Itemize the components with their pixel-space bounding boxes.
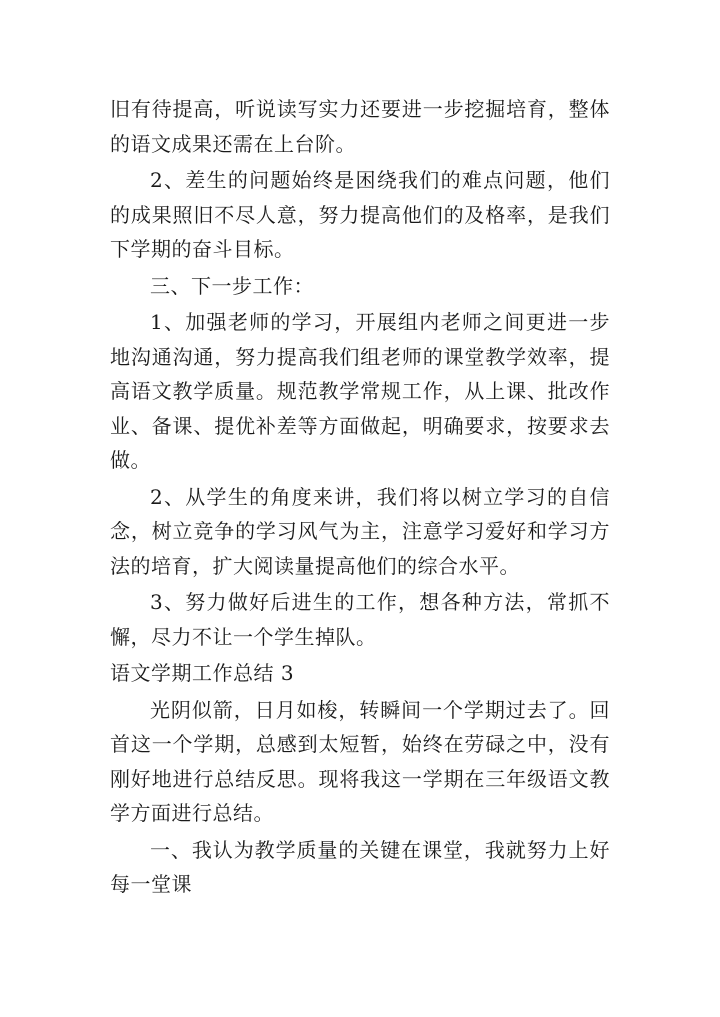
paragraph-weak-students: 2、差生的问题始终是困绕我们的难点问题，他们的成果照旧不尽人意，努力提高他们的及格率，是我们下学期的奋斗目标。 xyxy=(110,168,610,261)
paragraph-classroom-quality: 一、我认为教学质量的关键在课堂，我就努力上好每一堂课 xyxy=(110,837,610,896)
section-heading-next-steps: 三、下一步工作： xyxy=(150,273,314,298)
document-section-title: 语文学期工作总结 3 xyxy=(110,661,295,685)
paragraph-struggling-students: 3、努力做好后进生的工作，想各种方法，常抓不懈，尽力不让一个学生掉队。 xyxy=(110,590,610,649)
document-body xyxy=(110,92,610,904)
paragraph-continuation: 旧有待提高，听说读写实力还要进一步挖掘培育，整体的语文成果还需在上台阶。 xyxy=(110,97,610,156)
paragraph-teacher-learning: 1、加强老师的学习，开展组内老师之间更进一步地沟通沟通，努力提高我们组老师的课堂教学效率，提高语文教学质量。规范教学常规工作，从上课、批改作业、备课、提优补差等方面做起，明确要求，按要求去做。 xyxy=(110,310,610,472)
paragraph-semester-intro: 光阴似箭，日月如梭，转瞬间一个学期过去了。回首这一个学期，总感到太短暂，始终在劳碌之中，没有刚好地进行总结反思。现将我这一学期在三年级语文教学方面进行总结。 xyxy=(110,697,610,825)
paragraph-student-perspective: 2、从学生的角度来讲，我们将以树立学习的自信念，树立竞争的学习风气为主，注意学习爱好和学习方法的培育，扩大阅读量提高他们的综合水平。 xyxy=(110,484,610,578)
